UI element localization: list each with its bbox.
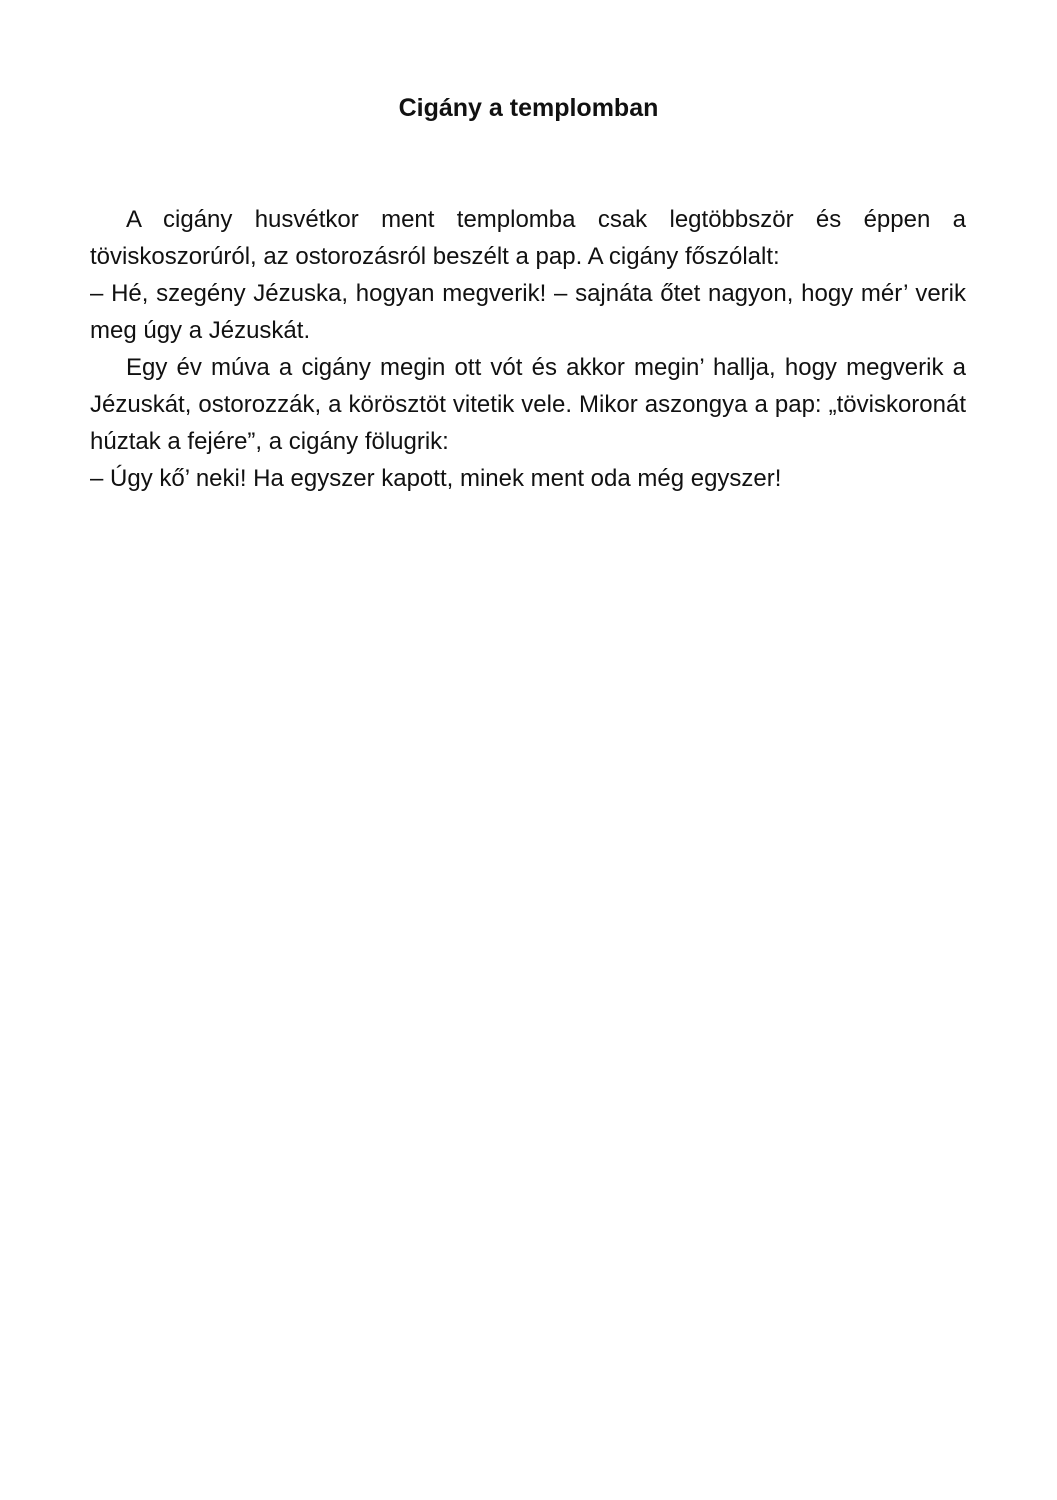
dialog-line: – Hé, szegény Jézuska, hogyan megverik! – sajnáta őtet nagyon, hogy mér’ verik meg úgy a Jézuskát. — [90, 280, 966, 344]
paragraph: Egy év múva a cigány megin ott vót és akkor megin’ hallja, hogy megverik a Jézuskát, ostorozzák, a körösztöt vitetik vele. Mikor aszongya a pap: „töviskoronát húztak a fejére”, a cigány fölugrik: — [90, 354, 966, 455]
paragraph: A cigány husvétkor ment templomba csak legtöbbször és éppen a töviskoszorúról, az ostorozásról beszélt a pap. A cigány főszólalt: — [90, 206, 966, 270]
document-title: Cigány a templomban — [398, 94, 659, 122]
document-body — [90, 201, 966, 497]
dialog-line: – Úgy kő’ neki! Ha egyszer kapott, minek ment oda még egyszer! — [90, 465, 782, 492]
